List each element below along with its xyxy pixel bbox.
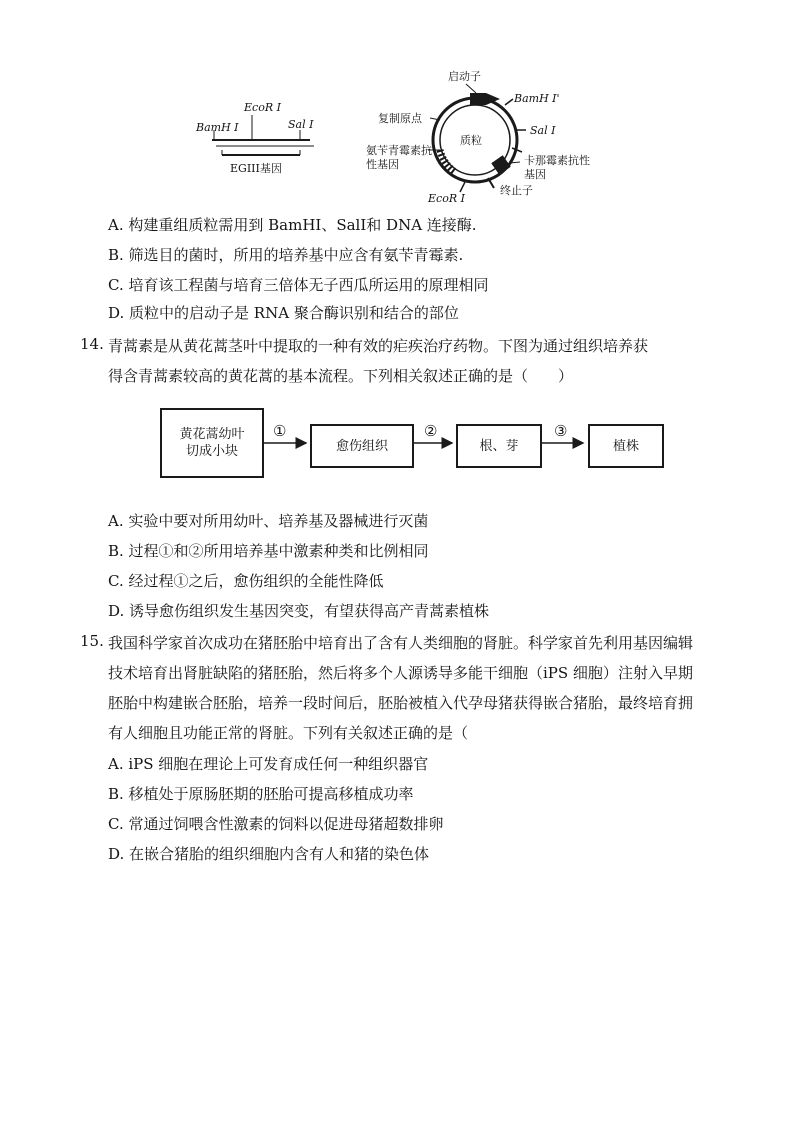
q15-option-c: C. 常通过饲喂含性激素的饲料以促进母猪超数排卵 (108, 815, 444, 833)
terminator-label: 终止子 (500, 184, 533, 197)
q14-option-a: A. 实验中要对所用幼叶、培养基及器械进行灭菌 (108, 512, 429, 530)
egiii-gene-label: EGIII基因 (230, 162, 282, 175)
q14-option-b: B. 过程①和②所用培养基中激素种类和比例相同 (108, 542, 429, 560)
q14-stem-line-2: 得含青蒿素较高的黄花蒿的基本流程。下列相关叙述正确的是（ ） (108, 367, 574, 385)
q15-number: 15. (80, 632, 104, 650)
plasmid-sali-label: Sal I (530, 124, 556, 137)
promoter-label: 启动子 (448, 70, 481, 83)
flow-box-root-shoot: 根、芽 (456, 424, 542, 468)
q15-option-a: A. iPS 细胞在理论上可发育成任何一种组织器官 (108, 755, 429, 773)
q13-option-a: A. 构建重组质粒需用到 BamHI、SalI和 DNA 连接酶. (108, 216, 477, 234)
flow-box-plant: 植株 (588, 424, 664, 468)
flow-box-leaf-pieces: 黄花蒿幼叶切成小块 (160, 408, 264, 478)
q14-option-d: D. 诱导愈伤组织发生基因突变，有望获得高产青蒿素植株 (108, 602, 490, 620)
q14-option-c: C. 经过程①之后，愈伤组织的全能性降低 (108, 572, 384, 590)
gene-bamhi-label: BamH I (196, 121, 239, 134)
q13-option-b: B. 筛选目的菌时，所用的培养基中应含有氨苄青霉素. (108, 246, 464, 264)
q15-stem-line-2: 技术培育出肾脏缺陷的猪胚胎，然后将多个人源诱导多能干细胞（iPS 细胞）注射入早期 (108, 664, 693, 682)
q14-stem-line-1: 青蒿素是从黄花蒿茎叶中提取的一种有效的疟疾治疗药物。下图为通过组织培养获 (108, 337, 649, 355)
q15-stem-line-4: 有人细胞且功能正常的肾脏。下列有关叙述正确的是（ (108, 724, 469, 742)
q13-option-d: D. 质粒中的启动子是 RNA 聚合酶识别和结合的部位 (108, 304, 459, 322)
origin-label: 复制原点 (378, 112, 422, 125)
plasmid-ecori-label: EcoR I (428, 192, 465, 205)
amp-gene-label: 氨苄青霉素抗性基因 (366, 144, 432, 171)
q15-stem-line-1: 我国科学家首次成功在猪胚胎中培育出了含有人类细胞的肾脏。科学家首先利用基因编辑 (108, 634, 694, 652)
kan-gene-label: 卡那霉素抗性基因 (524, 154, 590, 181)
q15-option-d: D. 在嵌合猪胎的组织细胞内含有人和猪的染色体 (108, 845, 430, 863)
q15-option-b: B. 移植处于原肠胚期的胚胎可提高移植成功率 (108, 785, 414, 803)
gene-ecori-label: EcoR I (244, 101, 281, 114)
gene-sali-label: Sal I (288, 118, 314, 131)
q15-stem-line-3: 胚胎中构建嵌合胚胎，培养一段时间后，胚胎被植入代孕母猪获得嵌合猪胎，最终培育拥 (108, 694, 694, 712)
q13-option-c: C. 培育该工程菌与培育三倍体无子西瓜所运用的原理相同 (108, 276, 489, 294)
flow-step-2-label: ② (424, 422, 438, 440)
flow-arrows (0, 0, 800, 480)
flow-step-3-label: ③ (554, 422, 568, 440)
q14-number: 14. (80, 335, 104, 353)
flow-box-callus: 愈伤组织 (310, 424, 414, 468)
plasmid-bamhi-label: BamH I' (514, 92, 560, 105)
plasmid-center-label: 质粒 (460, 134, 482, 147)
flow-step-1-label: ① (273, 422, 287, 440)
